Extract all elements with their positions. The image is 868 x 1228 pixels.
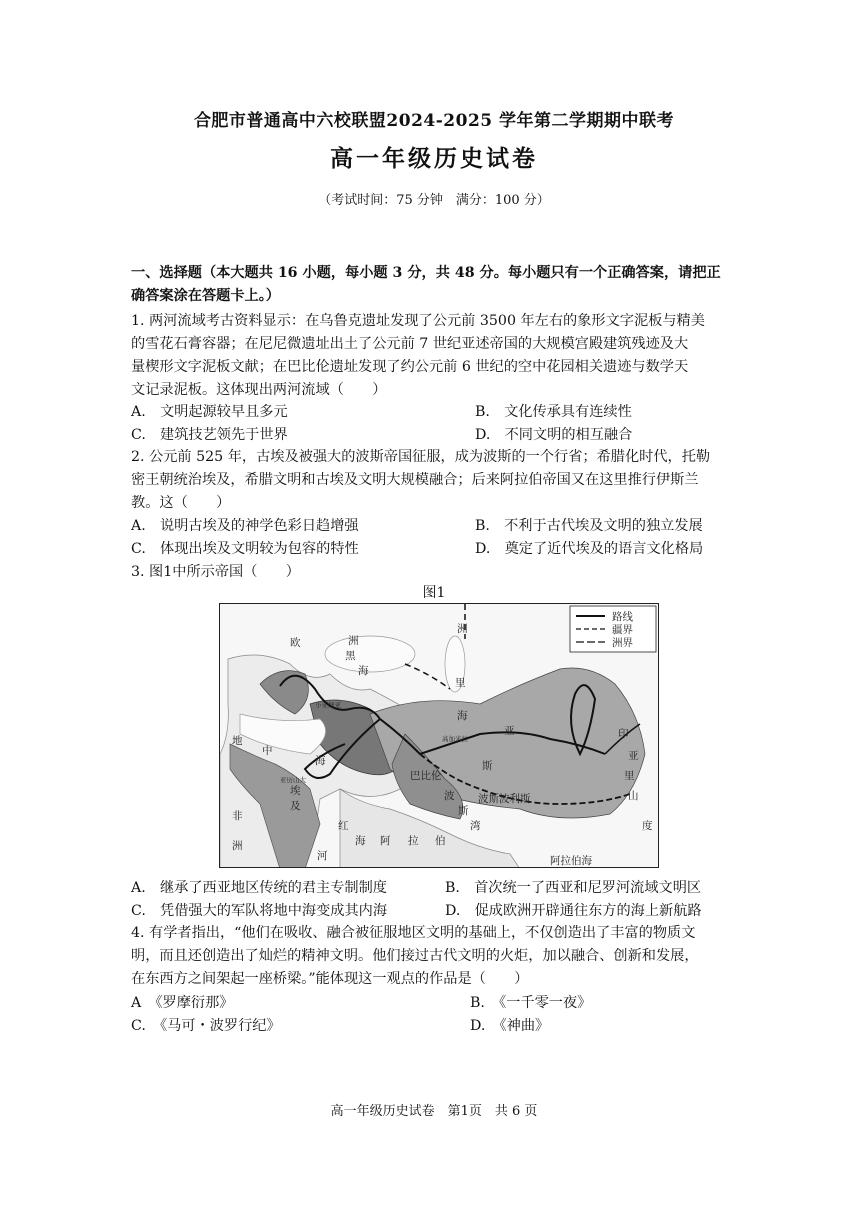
- map-label: 海: [358, 665, 369, 677]
- legend-boundary: 疆界: [612, 624, 633, 636]
- map-label: 海: [315, 755, 326, 767]
- q3-option-b: B. 首次统一了西亚和尼罗河流域文明区: [445, 880, 702, 896]
- map-label: 海: [355, 835, 366, 847]
- q1-line: 量楔形文字泥板文献；在巴比伦遗址发现了约公元前 6 世纪的空中花园相关遗迹与数学天: [131, 359, 689, 375]
- q1-option-c: C. 建筑技艺领先于世界: [131, 427, 288, 443]
- map-label: 斯: [482, 760, 493, 772]
- map-label: 洲: [348, 635, 359, 647]
- q1-line: 的雪花石膏容器；在尼尼微遗址出土了公元前 7 世纪亚述帝国的大规模宫殿建筑残迹及大: [131, 336, 689, 352]
- q4-option-c: C. 《马可・波罗行纪》: [131, 1018, 281, 1034]
- map-label: 亚: [504, 725, 515, 737]
- exam-title: 合肥市普通高中六校联盟2024-2025 学年第二学期期中联考: [193, 111, 675, 131]
- map-label-babylon: 巴比伦: [410, 770, 442, 782]
- map-label: 湾: [470, 820, 481, 832]
- legend-route: 路线: [612, 611, 633, 623]
- q1-option-a: A. 文明起源较早且多元: [131, 404, 288, 420]
- exam-info: （考试时间：75 分钟 满分：100 分）: [318, 193, 550, 208]
- q4-line: 4. 有学者指出，“他们在吸收、融合被征服地区文明的基础上，不仅创造出了丰富的物质文: [131, 925, 696, 941]
- q4-option-d: D. 《神曲》: [470, 1018, 550, 1034]
- q1-option-b: B. 文化传承具有连续性: [475, 404, 632, 420]
- map-label-small: 小亚细亚: [315, 701, 341, 709]
- empire-map: [219, 603, 659, 868]
- map-label-small: 高加米拉: [442, 735, 468, 743]
- map-label-persepolis: 波斯波利斯: [478, 793, 531, 805]
- q2-line: 密王朝统治埃及，希腊文明和古埃及文明大规模融合；后来阿拉伯帝国又在这里推行伊斯兰: [131, 472, 699, 488]
- map-label: 欧: [290, 637, 301, 649]
- q1-line: 1. 两河流域考古资料显示：在乌鲁克遗址发现了公元前 3500 年左右的象形文字泥板与精美: [131, 313, 705, 329]
- map-label: 阿: [380, 835, 391, 847]
- q2-option-d: D. 奠定了近代埃及的语言文化格局: [475, 541, 704, 557]
- map-label: 河: [317, 850, 328, 862]
- q4-option-a: A 《罗摩衍那》: [131, 995, 234, 1011]
- q4-line: 在东西方之间架起一座桥梁。”能体现这一观点的作品是（ ）: [131, 971, 529, 987]
- map-label: 山: [628, 790, 639, 802]
- map-label: 拉: [408, 835, 419, 847]
- map-label: 里: [624, 770, 635, 782]
- map-label: 伯: [435, 835, 446, 847]
- map-label: 埃: [290, 785, 301, 797]
- q2-line: 2. 公元前 525 年，古埃及被强大的波斯帝国征服，成为波斯的一个行省；希腊化时代，托勒: [131, 449, 711, 465]
- map-label: 洲: [457, 623, 468, 635]
- q3-option-a: A. 继承了西亚地区传统的君主专制制度: [131, 880, 387, 896]
- q1-option-d: D. 不同文明的相互融合: [475, 427, 633, 443]
- legend-continent-border: 洲界: [612, 637, 633, 649]
- map-label: 斯: [458, 805, 469, 817]
- q2-option-c: C. 体现出埃及文明较为包容的特性: [131, 541, 359, 557]
- section-heading-line2: 确答案涂在答题卡上。）: [131, 288, 280, 304]
- q4-option-b: B. 《一千零一夜》: [470, 995, 592, 1011]
- map-label: 及: [290, 800, 301, 812]
- section-heading-line1: 一、选择题（本大题共 16 小题，每小题 3 分，共 48 分。每小题只有一个正确答案，请把正: [131, 265, 721, 281]
- map-label: 里: [455, 677, 466, 689]
- map-label: 海: [457, 710, 468, 722]
- figure-label: 图1: [422, 585, 446, 601]
- q3-line: 3. 图1中所示帝国（ ）: [131, 564, 300, 580]
- exam-subtitle: 高一年级历史试卷: [330, 145, 538, 172]
- q3-option-d: D. 促成欧洲开辟通往东方的海上新航路: [445, 903, 702, 919]
- q3-option-c: C. 凭借强大的军队将地中海变成其内海: [131, 903, 388, 919]
- map-label: 亚: [628, 750, 639, 762]
- map-label: 地: [232, 735, 243, 747]
- map-label: 黑: [345, 650, 356, 662]
- map-label: 洲: [232, 840, 243, 852]
- map-label-small: 亚历山大: [280, 776, 306, 784]
- map-label: 中: [262, 745, 273, 757]
- q2-line: 教。这（ ）: [131, 495, 231, 511]
- map-label: 非: [232, 810, 243, 822]
- map-label: 印: [618, 728, 629, 740]
- map-label: 阿拉伯海: [550, 855, 592, 867]
- q2-option-a: A. 说明古埃及的神学色彩日趋增强: [131, 518, 359, 534]
- map-label: 红: [338, 820, 349, 832]
- page-footer: 高一年级历史试卷 第1页 共 6 页: [330, 1104, 538, 1119]
- empire-map-graphic: [220, 604, 659, 868]
- map-label: 波: [444, 790, 455, 802]
- q2-option-b: B. 不利于古代埃及文明的独立发展: [475, 518, 703, 534]
- map-label: 度: [642, 820, 653, 832]
- q1-line: 文记录泥板。这体现出两河流域（ ）: [131, 382, 387, 398]
- q4-line: 明，而且还创造出了灿烂的精神文明。他们接过古代文明的火炬，加以融合、创新和发展，: [131, 948, 699, 964]
